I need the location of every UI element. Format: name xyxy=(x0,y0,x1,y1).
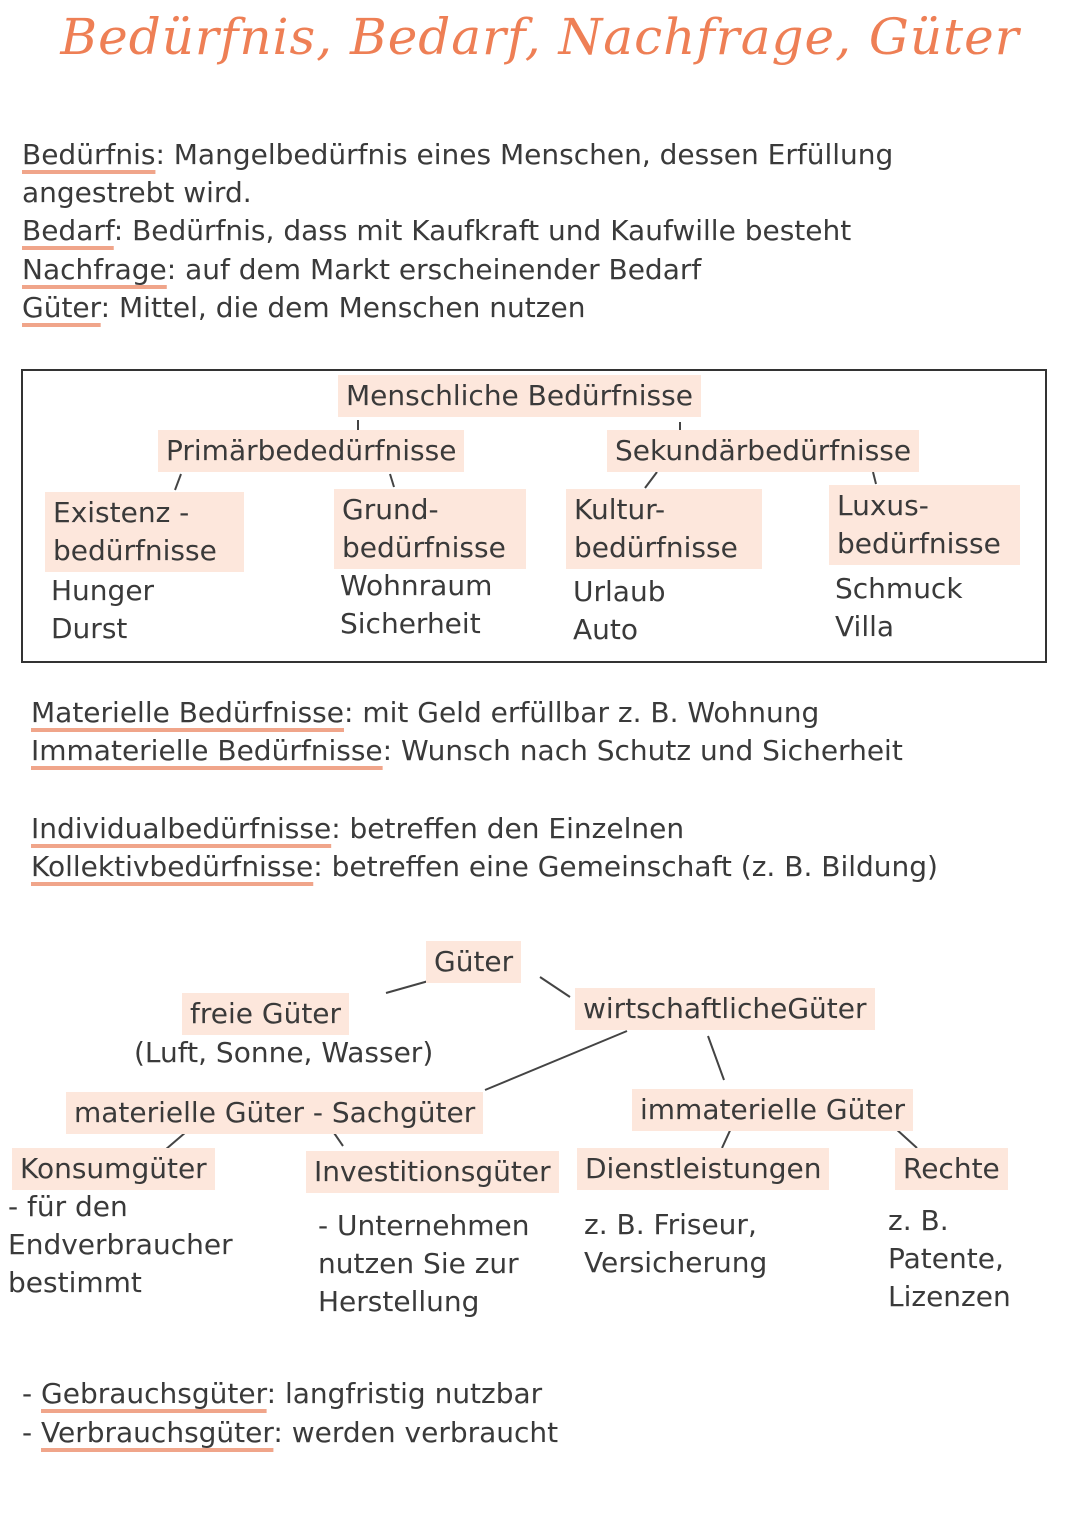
category-examples xyxy=(51,572,154,648)
definition-text: : Bedürfnis, dass mit Kaufkraft und Kaufwille besteht xyxy=(113,214,852,247)
definition-term: Bedürfnis xyxy=(22,138,156,171)
investment-goods: Investitionsgüter xyxy=(306,1151,559,1193)
primary-needs: Primärbededürfnisse xyxy=(158,430,464,472)
category-kultur xyxy=(566,489,762,569)
material-goods: materielle Güter - Sachgüter xyxy=(66,1092,483,1134)
needs-type-text: : betreffen eine Gemeinschaft (z. B. Bildung) xyxy=(313,850,938,883)
goods-root: Güter xyxy=(426,941,521,983)
secondary-needs: Sekundärbedürfnisse xyxy=(607,430,919,472)
needs-root: Menschliche Bedürfnisse xyxy=(338,375,701,417)
goods-usage-gebrauch xyxy=(22,1375,542,1413)
needs-type-term: Immaterielle Bedürfnisse xyxy=(31,734,383,767)
description-line: Patente, xyxy=(888,1242,1004,1275)
definition-term: Bedarf xyxy=(22,214,114,247)
goods-usage-verbrauch xyxy=(22,1414,558,1452)
goods-usage-term: Gebrauchsgüter xyxy=(41,1377,267,1410)
immaterial-goods: immaterielle Güter xyxy=(632,1089,913,1131)
goods-usage-text: : langfristig nutzbar xyxy=(266,1377,543,1410)
free-goods: freie Güter xyxy=(182,993,349,1035)
category-grund xyxy=(334,489,526,569)
category-label-line1: Grund- xyxy=(342,493,439,526)
category-label-line2: bedürfnisse xyxy=(53,534,217,567)
services-description xyxy=(584,1206,767,1282)
needs-type-materiell xyxy=(31,694,819,732)
list-prefix: - xyxy=(22,1416,42,1449)
consumer-goods: Konsumgüter xyxy=(12,1148,215,1190)
needs-type-text: : Wunsch nach Schutz und Sicherheit xyxy=(382,734,903,767)
needs-type-kollektiv xyxy=(31,848,938,886)
description-line: Endverbraucher xyxy=(8,1228,233,1261)
category-examples xyxy=(573,573,665,649)
example-item: Sicherheit xyxy=(340,607,481,640)
goods-usage-term: Verbrauchsgüter xyxy=(41,1416,274,1449)
definition-text: : auf dem Markt erscheinender Bedarf xyxy=(166,253,702,286)
needs-type-term: Kollektivbedürfnisse xyxy=(31,850,314,883)
needs-type-term: Individualbedürfnisse xyxy=(31,812,332,845)
needs-type-text: : mit Geld erfüllbar z. B. Wohnung xyxy=(343,696,820,729)
example-item: Villa xyxy=(835,610,895,643)
services: Dienstleistungen xyxy=(577,1148,829,1190)
category-examples xyxy=(340,567,492,643)
rights-description xyxy=(888,1202,1011,1316)
definition-continuation: angestrebt wird. xyxy=(22,176,252,209)
description-line: Versicherung xyxy=(584,1246,768,1279)
category-examples xyxy=(835,570,963,646)
investment-goods-description xyxy=(318,1207,529,1321)
description-line: z. B. xyxy=(888,1204,949,1237)
page-title: Bedürfnis, Bedarf, Nachfrage, Güter xyxy=(60,8,1020,66)
definition-term: Güter xyxy=(22,291,101,324)
category-label-line1: Kultur- xyxy=(574,493,666,526)
description-line: bestimmt xyxy=(8,1266,142,1299)
category-label-line1: Existenz - xyxy=(53,496,190,529)
description-line: Herstellung xyxy=(318,1285,480,1318)
example-item: Hunger xyxy=(51,574,155,607)
category-label-line2: bedürfnisse xyxy=(574,531,738,564)
definition-text: : Mittel, die dem Menschen nutzen xyxy=(100,291,586,324)
needs-type-term: Materielle Bedürfnisse xyxy=(31,696,344,729)
economic-goods: wirtschaftlicheGüter xyxy=(575,988,875,1030)
example-item: Durst xyxy=(51,612,128,645)
category-label-line2: bedürfnisse xyxy=(837,527,1001,560)
needs-type-immateriell xyxy=(31,732,903,770)
rights: Rechte xyxy=(895,1148,1008,1190)
consumer-goods-description xyxy=(8,1188,233,1302)
description-line: Lizenzen xyxy=(888,1280,1011,1313)
definition-term: Nachfrage xyxy=(22,253,167,286)
needs-type-text: : betreffen den Einzelnen xyxy=(331,812,685,845)
example-item: Schmuck xyxy=(835,572,963,605)
example-item: Wohnraum xyxy=(340,569,493,602)
free-goods-examples: (Luft, Sonne, Wasser) xyxy=(134,1036,434,1069)
description-line: - Unternehmen xyxy=(318,1209,530,1242)
category-label-line1: Luxus- xyxy=(837,489,929,522)
example-item: Urlaub xyxy=(573,575,666,608)
description-line: z. B. Friseur, xyxy=(584,1208,757,1241)
category-existenz xyxy=(45,492,244,572)
needs-type-individual xyxy=(31,810,684,848)
definition-text: : Mangelbedürfnis eines Menschen, dessen Erfüllung xyxy=(155,138,894,171)
category-label-line2: bedürfnisse xyxy=(342,531,506,564)
description-line: nutzen Sie zur xyxy=(318,1247,519,1280)
goods-usage-text: : werden verbraucht xyxy=(273,1416,559,1449)
list-prefix: - xyxy=(22,1377,42,1410)
example-item: Auto xyxy=(573,613,639,646)
description-line: - für den xyxy=(8,1190,128,1223)
category-luxus xyxy=(829,485,1020,565)
